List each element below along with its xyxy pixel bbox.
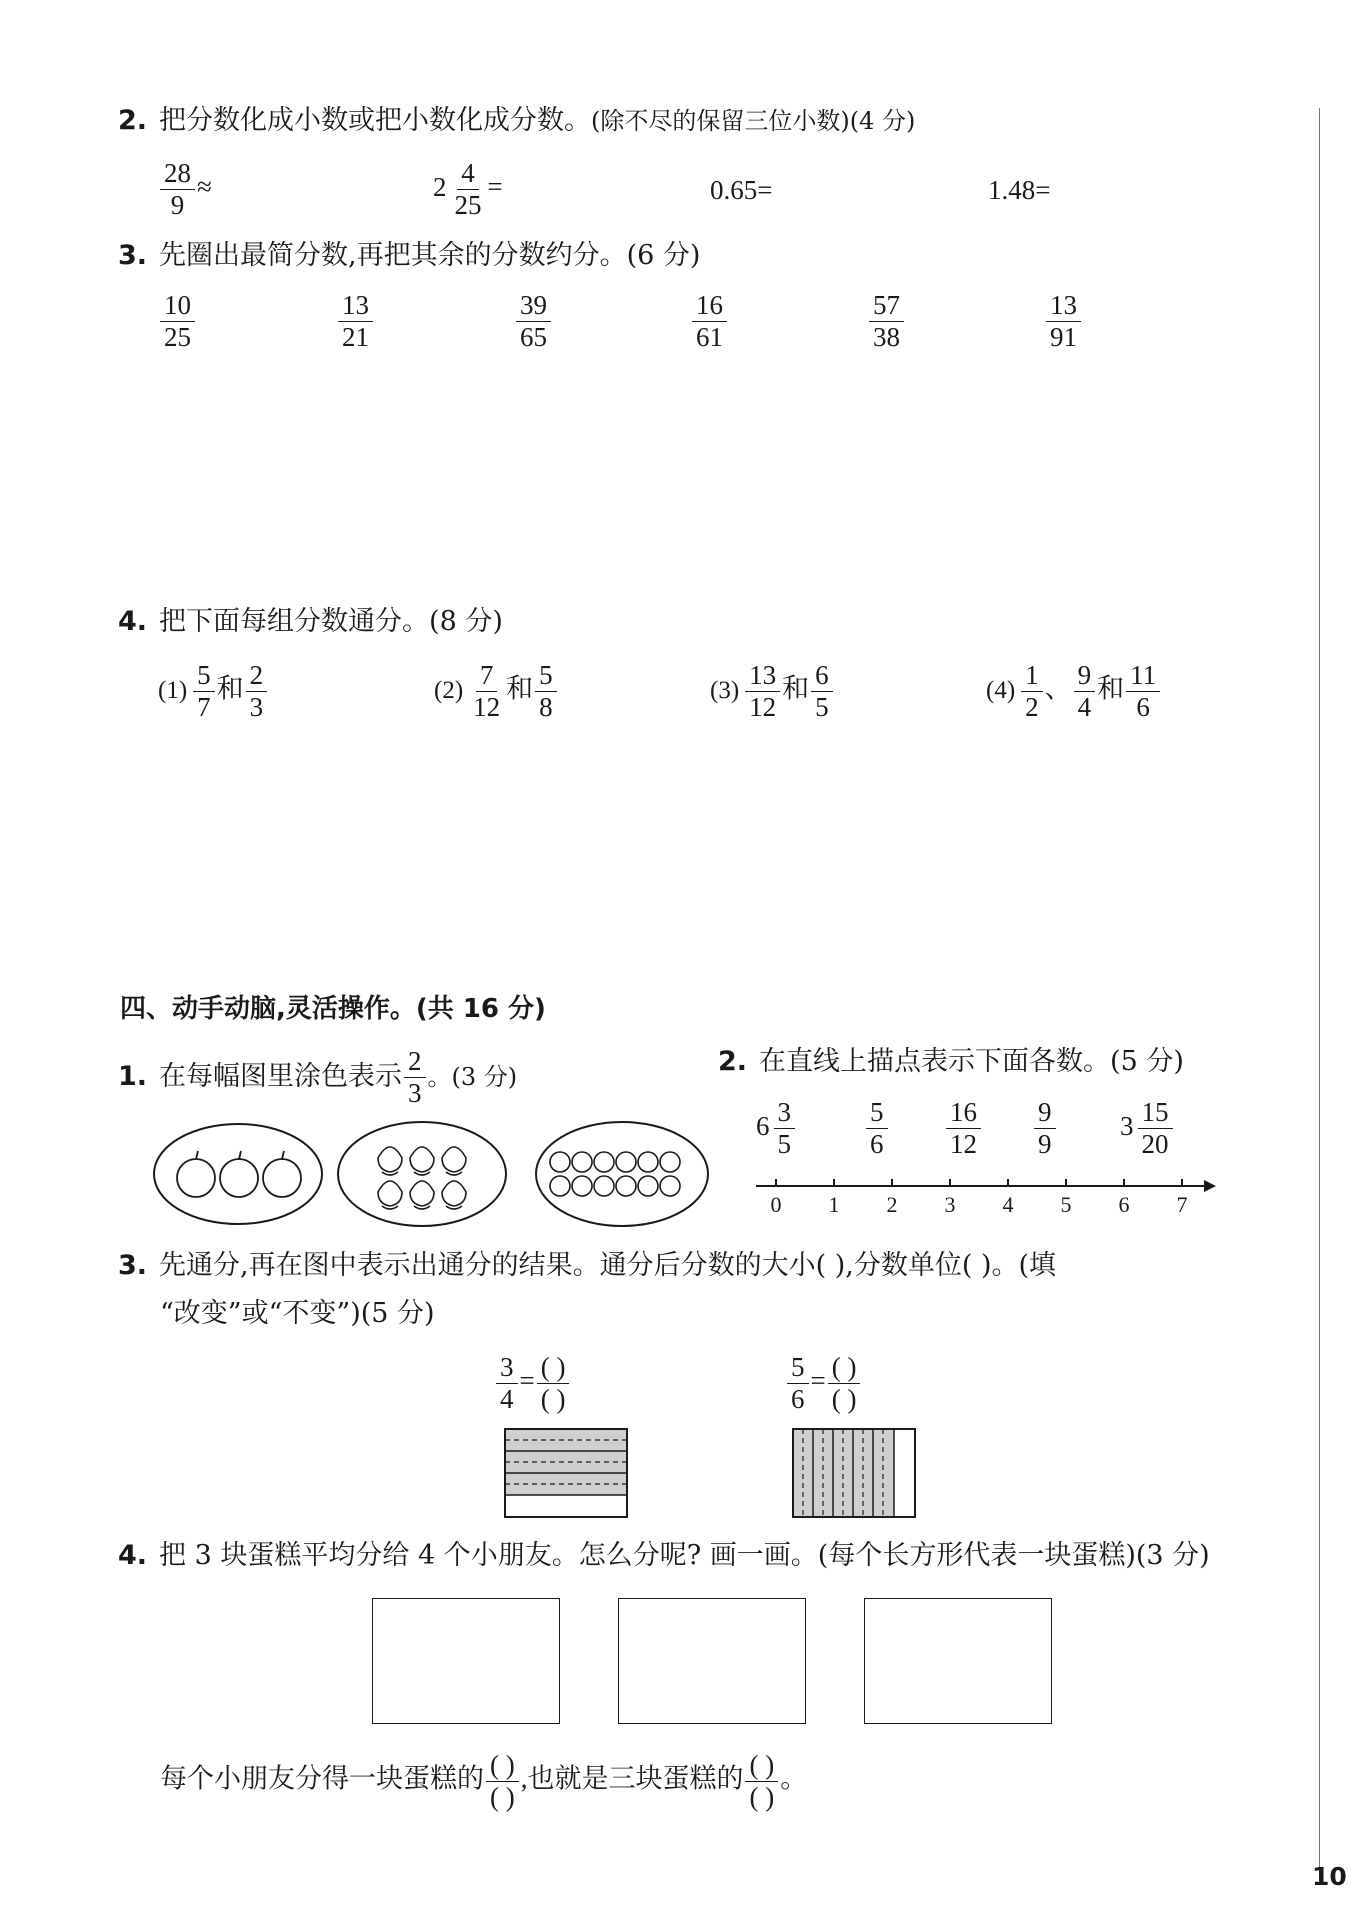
q3-fraction: $\frac{13}{91}$ — [1044, 290, 1083, 353]
cake-rect-3[interactable] — [864, 1598, 1052, 1724]
q2-item-2 — [433, 158, 503, 221]
apple-icon — [220, 1151, 258, 1197]
q4-text: 把下面每组分数通分。(8 分) — [159, 606, 503, 637]
tick-label: 0 — [770, 1192, 782, 1217]
section-title: 四、动手动脑,灵活操作。(共 16 分) — [120, 994, 546, 1024]
oval-apples — [154, 1124, 322, 1224]
peach-icon — [378, 1147, 402, 1175]
peach-icon — [378, 1181, 402, 1209]
peach-icon — [410, 1181, 434, 1209]
answer-fraction[interactable]: $\frac{( )}{( )}$ — [745, 1750, 778, 1813]
peach-icon — [442, 1181, 466, 1209]
s4q2-number-3: $\frac{16}{12}$ — [944, 1097, 983, 1160]
q3-number: 3. — [118, 240, 148, 271]
fraction-rect-5-6[interactable] — [792, 1428, 916, 1518]
s4q1-number: 1. — [118, 1061, 148, 1092]
fraction-rect-3-4[interactable] — [504, 1428, 628, 1518]
q2-text: 把分数化成小数或把小数化成分数。 — [159, 105, 592, 136]
answer-fraction[interactable]: $\frac{( )}{( )}$ — [828, 1352, 861, 1415]
s4q2-text: 在直线上描点表示下面各数。(5 分) — [759, 1046, 1184, 1077]
tick-label: 2 — [886, 1192, 898, 1217]
q2-number: 2. — [118, 105, 148, 136]
s4q2-number-5: 3 $\frac{15}{20}$ — [1120, 1097, 1175, 1160]
s4q3-equation-2: $\frac{5}{6}$ = $\frac{( )}{( )}$ — [785, 1352, 862, 1415]
cake-rect-1[interactable] — [372, 1598, 560, 1724]
q4-group-4: (4) $\frac{1}{2}$ 、 $\frac{9}{4}$ 和 $\frac{11}{6}$ — [986, 660, 1162, 723]
q3-fraction: $\frac{10}{25}$ — [158, 290, 197, 353]
s4q3-line1: 3. 先通分,再在图中表示出通分的结果。通分后分数的大小( ),分数单位( )。(填 — [118, 1250, 1057, 1281]
fraction: $\frac{4}{25}$ — [454, 158, 482, 220]
tick-label: 5 — [1060, 1192, 1072, 1217]
s4q2-number: 2. — [718, 1046, 748, 1077]
q3-fraction: $\frac{16}{61}$ — [690, 290, 729, 353]
s4q3-number: 3. — [118, 1250, 148, 1281]
cake-rect-2[interactable] — [618, 1598, 806, 1724]
tick-label: 1 — [828, 1192, 840, 1217]
tick-label: 6 — [1118, 1192, 1130, 1217]
s4q4-answer-line: 每个小朋友分得一块蛋糕的 $\frac{( )}{( )}$ ,也就是三块蛋糕的 $\frac{( )}{( )}$ 。 — [160, 1750, 808, 1812]
page-number: 10 — [1312, 1862, 1347, 1891]
oval-oranges — [536, 1122, 708, 1226]
peach-icon — [410, 1147, 434, 1175]
q3-fraction: $\frac{13}{21}$ — [336, 290, 375, 353]
answer-fraction[interactable]: $\frac{( )}{( )}$ — [537, 1352, 570, 1415]
s4q4-number: 4. — [118, 1540, 148, 1571]
q2-item-4: 1.48= — [988, 175, 1051, 205]
q2-item-1 — [158, 158, 212, 221]
tick-label: 4 — [1002, 1192, 1014, 1217]
whole-part: 2 — [433, 171, 447, 202]
q4-group-2: (2) $\frac{7}{12}$ 和 $\frac{5}{8}$ — [434, 660, 559, 723]
q3-fraction: $\frac{57}{38}$ — [867, 290, 906, 353]
approx-sign: ≈ — [197, 171, 212, 202]
fruit-ovals — [150, 1118, 730, 1238]
oval-peaches — [338, 1122, 506, 1226]
s4q2-heading — [718, 1046, 1184, 1078]
q3-heading — [118, 240, 700, 272]
apple-icon — [263, 1151, 301, 1197]
number-line[interactable] — [750, 1172, 1220, 1222]
s4q1-heading: 1. 在每幅图里涂色表示 $\frac{2}{3}$ 。(3 分) — [118, 1046, 518, 1108]
fraction: $\frac{28}{9}$ — [160, 158, 195, 221]
s4q3-line2: “改变”或“不变”)(5 分) — [160, 1298, 435, 1329]
s4q2-number-4: $\frac{9}{9}$ — [1032, 1097, 1058, 1160]
apple-icon — [177, 1151, 215, 1197]
tick-label: 7 — [1176, 1192, 1188, 1217]
s4q2-number-1: 6 $\frac{3}{5}$ — [756, 1097, 797, 1160]
q3-fraction: $\frac{39}{65}$ — [514, 290, 553, 353]
s4q2-number-2: $\frac{5}{6}$ — [864, 1097, 890, 1160]
page-edge-line — [1319, 108, 1320, 1883]
peach-icon — [442, 1147, 466, 1175]
tick-label: 3 — [944, 1192, 956, 1217]
q4-heading — [118, 606, 503, 638]
q2-heading — [118, 105, 915, 137]
orange-icon — [550, 1152, 680, 1196]
q4-number: 4. — [118, 606, 148, 637]
q4-group-3: (3) $\frac{13}{12}$ 和 $\frac{6}{5}$ — [710, 660, 835, 723]
s4q4-text: 把 3 块蛋糕平均分给 4 个小朋友。怎么分呢? 画一画。(每个长方形代表一块蛋糕)(3 分) — [159, 1540, 1210, 1571]
arrow-icon — [1204, 1180, 1216, 1192]
q2-note: (除不尽的保留三位小数)(4 分) — [591, 107, 916, 135]
answer-fraction[interactable]: $\frac{( )}{( )}$ — [486, 1750, 519, 1813]
s4q4-heading — [118, 1540, 1210, 1572]
s4q3-equation-1: $\frac{3}{4}$ = $\frac{( )}{( )}$ — [494, 1352, 571, 1415]
equals-sign: = — [487, 171, 503, 202]
q4-group-1: (1) $\frac{5}{7}$ 和 $\frac{2}{3}$ — [158, 660, 269, 723]
fraction: $\frac{2}{3}$ — [404, 1046, 426, 1109]
q2-item-3: 0.65= — [710, 175, 773, 205]
q3-text: 先圈出最简分数,再把其余的分数约分。(6 分) — [159, 240, 701, 271]
